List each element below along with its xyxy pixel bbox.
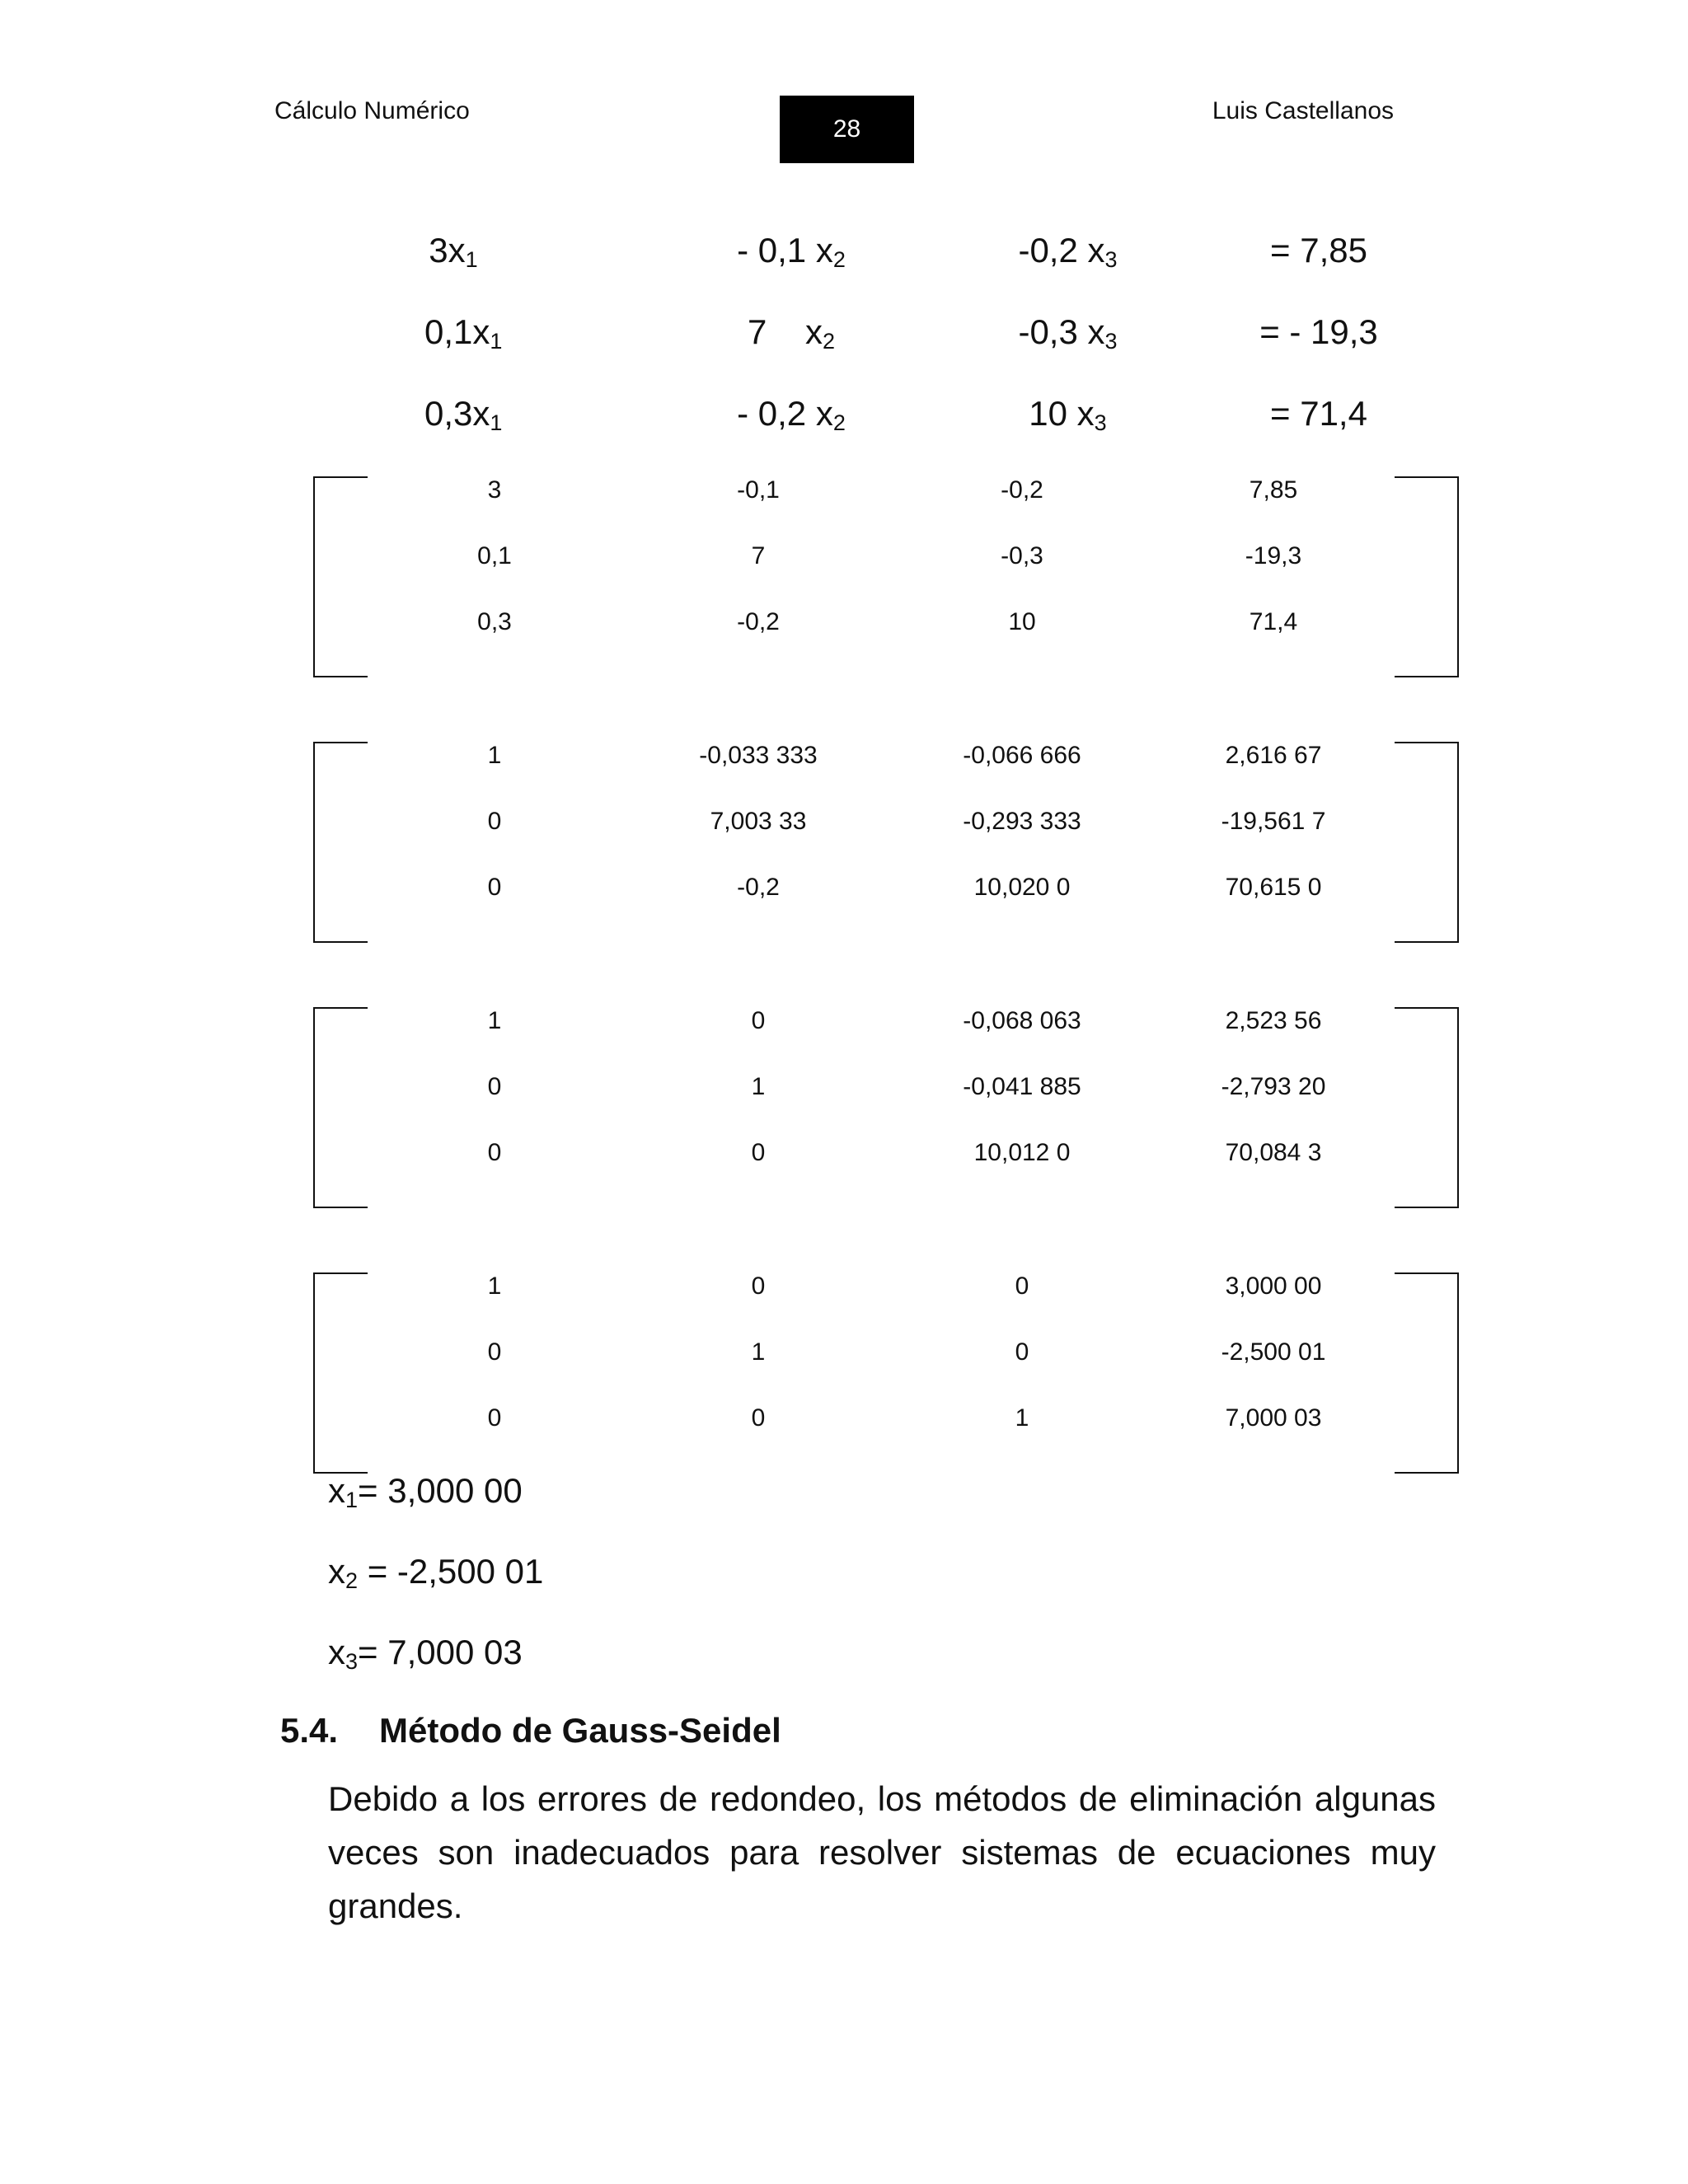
- matrix-cell: 0,1: [477, 542, 512, 569]
- matrix-row: [313, 1073, 1459, 1106]
- matrix-cell: 1: [751, 1338, 766, 1366]
- matrix-row: [313, 1404, 1459, 1437]
- page-number-box: 28: [780, 96, 914, 163]
- matrix-cell: 0: [487, 1338, 502, 1366]
- term-rhs: = - 19,3: [1259, 312, 1378, 351]
- augmented-matrix-1: [313, 476, 1459, 677]
- matrix-cell: 70,084 3: [1225, 1139, 1322, 1166]
- matrix-row: [313, 742, 1459, 775]
- matrix-cell: 1: [1015, 1404, 1029, 1432]
- equation-system: [0, 231, 1688, 476]
- matrix-cell: 7,85: [1249, 476, 1298, 504]
- matrix-row: [313, 608, 1459, 641]
- term-x3: -0,3 $x_3$: [1018, 312, 1118, 354]
- header-author: Luis Castellanos: [1212, 97, 1394, 124]
- section-number: 5.4.: [280, 1711, 339, 1750]
- matrix-cell: -0,1: [737, 476, 780, 504]
- matrix-cell: 10,012 0: [973, 1139, 1071, 1166]
- term-x3: 10 $x_3$: [1029, 394, 1107, 435]
- header-course-title: Cálculo Numérico: [274, 97, 470, 124]
- matrix-cell: 0: [487, 874, 502, 901]
- term-x1: $0,3x_1$: [424, 394, 503, 435]
- term-rhs: = 71,4: [1270, 394, 1367, 433]
- matrix-cell: -0,2: [1001, 476, 1043, 504]
- matrix-cell: 2,616 67: [1225, 742, 1322, 769]
- term-x2: 7 $x_2$: [747, 312, 836, 354]
- matrix-row: [313, 542, 1459, 575]
- section-heading: [280, 1711, 781, 1750]
- matrix-cell: 10,020 0: [973, 874, 1071, 901]
- matrix-cell: 0: [487, 808, 502, 835]
- matrix-cell: 1: [487, 742, 502, 769]
- term-x1: $3x_1$: [429, 231, 478, 272]
- matrix-cell: -0,2: [737, 608, 780, 635]
- matrix-cell: 0: [751, 1139, 766, 1166]
- equation-row: [0, 231, 1688, 312]
- matrix-cell: -2,793 20: [1221, 1073, 1326, 1100]
- matrix-cell: -19,3: [1245, 542, 1302, 569]
- matrix-cell: 70,615 0: [1225, 874, 1322, 901]
- matrix-cell: -0,066 666: [963, 742, 1081, 769]
- matrix-row: [313, 808, 1459, 841]
- result-x3: $x_3= 7,000$ 03: [328, 1633, 523, 1674]
- term-x2: - 0,2 $x_2$: [737, 394, 846, 435]
- result-x2: $x_2 = -2,500$ 01: [328, 1552, 544, 1593]
- matrix-cell: 0: [1015, 1338, 1029, 1366]
- matrix-cell: 71,4: [1249, 608, 1298, 635]
- result-x1: $x_1= 3,000$ 00: [328, 1471, 523, 1512]
- matrix-cell: 7,003 33: [710, 808, 807, 835]
- matrix-row: [313, 1272, 1459, 1305]
- matrix-cell: 0: [751, 1272, 766, 1300]
- augmented-matrix-4: [313, 1272, 1459, 1474]
- matrix-cell: 0: [751, 1404, 766, 1432]
- term-x2: - 0,1 $x_2$: [737, 231, 846, 272]
- matrix-row: [313, 1139, 1459, 1172]
- matrix-cell: 3: [487, 476, 502, 504]
- section-paragraph: Debido a los errores de redondeo, los métodos de eliminación algunas veces son inadecuados para resolver sistemas de ecuaciones muy grandes.: [328, 1779, 1436, 1925]
- matrix-row: [313, 1338, 1459, 1371]
- matrix-cell: 1: [487, 1272, 502, 1300]
- matrix-cell: 0,3: [477, 608, 512, 635]
- matrix-cell: -0,293 333: [963, 808, 1081, 835]
- matrix-cell: -0,068 063: [963, 1007, 1081, 1034]
- matrix-cell: 3,000 00: [1225, 1272, 1322, 1300]
- matrix-cell: 0: [751, 1007, 766, 1034]
- matrix-cell: -0,3: [1001, 542, 1043, 569]
- augmented-matrix-3: [313, 1007, 1459, 1208]
- matrix-cell: 10: [1008, 608, 1036, 635]
- matrix-cell: 0: [487, 1073, 502, 1100]
- matrix-cell: 0: [1015, 1272, 1029, 1300]
- matrix-cell: -0,033 333: [699, 742, 818, 769]
- section-title: Método de Gauss-Seidel: [379, 1711, 781, 1750]
- matrix-cell: 2,523 56: [1225, 1007, 1322, 1034]
- matrix-cell: 1: [751, 1073, 766, 1100]
- matrix-row: [313, 476, 1459, 509]
- term-rhs: = 7,85: [1270, 231, 1367, 269]
- matrix-cell: 7,000 03: [1225, 1404, 1322, 1432]
- matrix-cell: 1: [487, 1007, 502, 1034]
- matrix-cell: 7: [751, 542, 766, 569]
- matrix-cell: -0,041 885: [963, 1073, 1081, 1100]
- equation-row: [0, 394, 1688, 476]
- matrix-row: [313, 874, 1459, 907]
- matrix-row: [313, 1007, 1459, 1040]
- augmented-matrix-2: [313, 742, 1459, 943]
- matrix-cell: -19,561 7: [1221, 808, 1326, 835]
- matrix-cell: 0: [487, 1404, 502, 1432]
- matrix-cell: -2,500 01: [1221, 1338, 1326, 1366]
- term-x3: -0,2 $x_3$: [1018, 231, 1118, 272]
- term-x1: $0,1x_1$: [424, 312, 503, 354]
- matrix-cell: -0,2: [737, 874, 780, 901]
- equation-row: [0, 312, 1688, 394]
- matrix-cell: 0: [487, 1139, 502, 1166]
